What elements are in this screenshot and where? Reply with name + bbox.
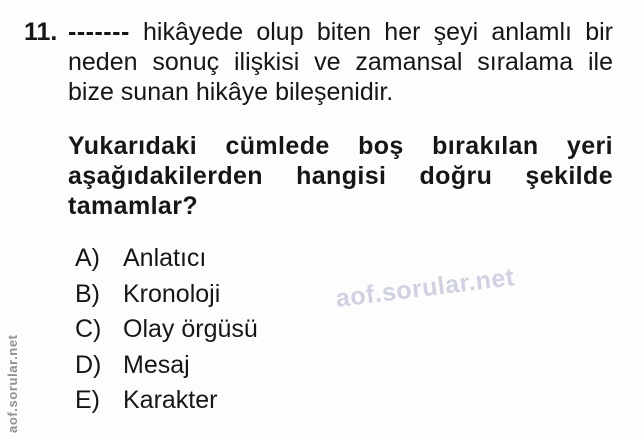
option-row-b bbox=[75, 279, 258, 309]
option-text: Karakter bbox=[123, 386, 218, 414]
option-row-e bbox=[75, 385, 258, 415]
option-text: Olay örgüsü bbox=[123, 315, 258, 343]
options-list bbox=[75, 243, 258, 421]
watermark-side-vertical: aof.sorular.net bbox=[5, 334, 20, 433]
option-letter: A) bbox=[75, 244, 100, 272]
option-letter: E) bbox=[75, 386, 100, 414]
option-letter: C) bbox=[75, 315, 102, 343]
option-text: Anlatıcı bbox=[123, 244, 207, 272]
option-row-a bbox=[75, 243, 258, 273]
question-body-text: hikâyede olup biten her şeyi anlamlı bir neden sonuç ilişkisi ve zamansal sıralama ile bize sunan hikâye bileşenidir. bbox=[68, 18, 613, 106]
question-prompt: Yukarıdaki cümlede boş bırakılan yeri aşağıdakilerden hangisi doğru şekilde tamamlar? bbox=[68, 132, 613, 220]
question-blank-dashes: ------- bbox=[68, 18, 130, 46]
option-letter: D) bbox=[75, 350, 102, 379]
option-row-c bbox=[75, 314, 258, 344]
option-row-d bbox=[75, 350, 258, 380]
option-text: Mesaj bbox=[123, 350, 190, 379]
option-letter: B) bbox=[75, 279, 100, 308]
question-statement bbox=[68, 17, 613, 107]
watermark-center: aof.sorular.net bbox=[334, 263, 517, 313]
option-text: Kronoloji bbox=[123, 279, 221, 308]
question-number: 11. bbox=[24, 18, 58, 46]
